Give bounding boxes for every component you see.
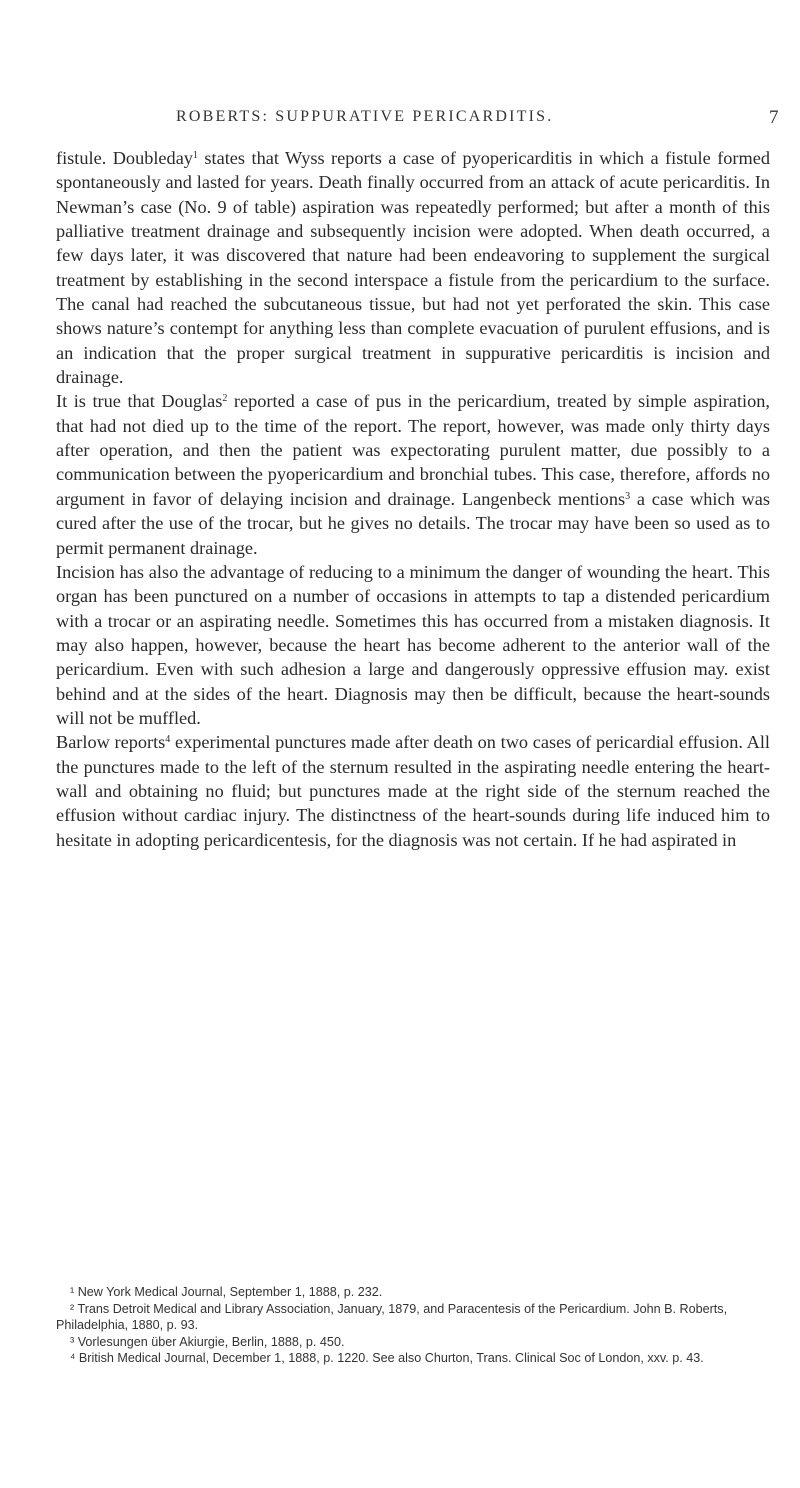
paragraph-barlow: Barlow reports$^4$ experimental punctures made after death on two cases of pericardial effusion. All the punctures made to the left of the sternum resulted in the aspirating needle entering the heart-wall and obtaining no fluid; but punctures made at the right side of the sternum reached the effusion without cardiac injury. The distinctness of the heart-sounds during life induced him to hesitate in adopting pericardicentesis, for the diagnosis was not certain. If he had aspirated in: [56, 732, 771, 850]
paragraph-douglas: It is true that Douglas$^2$ reported a case of pus in the pericardium, treated by simple aspiration, that had not died up to the time of the report. The report, however, was made only thirty days after operation, and then the patient was expectorating purulent matter, due possibly to a communication between the pyopericardium and bronchial tubes. This case, therefore, affords no argument in favor of delaying incision and drainage. Langenbeck mentions$^3$ a case which was cured after the use of the trocar, but he gives no details. The trocar may have been so used as to permit permanent drainage.: [56, 391, 770, 558]
running-title: ROBERTS: SUPPURATIVE PERICARDITIS.: [176, 108, 554, 125]
footnote-2: ² Trans Detroit Medical and Library Association, January, 1879, and Paracentesis of the Pericardium. John B. Roberts, Philadelphia, 1880, p. 93.: [56, 1301, 728, 1333]
paragraph-incision: Incision has also the advantage of reducing to a minimum the danger of wounding the heart. This organ has been punctured on a number of occasions in attempts to tap a distended pericardium with a trocar or an aspirating needle. Sometimes this has occurred from a mistaken diagnosis. It may also happen, however, because the heart has become adherent to the anterior wall of the pericardium. Even with such adhesion a large and dangerously oppressive effusion may. exist behind and at the sides of the heart. Diagnosis may then be difficult, because the heart-sounds will not be muffled.: [56, 561, 770, 728]
footnote-3: ³ Vorlesungen über Akiurgie, Berlin, 1888, p. 450.: [70, 1334, 345, 1349]
footnotes: [56, 1284, 770, 1367]
footnote-ref-3: 3: [625, 490, 631, 502]
footnote-1: ¹ New York Medical Journal, September 1, 1888, p. 232.: [70, 1285, 383, 1299]
footnote-ref-4: 4: [165, 734, 171, 746]
footnote-ref-1: 1: [192, 150, 198, 161]
paragraph-fistule: fistule. Doubleday$^1$ states that Wyss reports a case of pyopericarditis in which a fistule formed spontaneously and lasted for years. Death finally occurred from an attack of acute pericarditis. In Newman’s case (No. 9 of table) aspiration was repeatedly performed; but after a month of this palliative treatment drainage and subsequently incision were adopted. When death occurred, a few days later, it was discovered that nature had been endeavoring to supplement the surgical treatment by establishing in the second interspace a fistule from the pericardium to the surface. The canal had reached the subcutaneous tissue, but had not yet perforated the skin. This case shows nature’s contempt for anything less than complete evacuation of purulent effusions, and is an indication that the proper surgical treatment in suppurative pericarditis is incision and drainage.: [56, 148, 770, 388]
footnote-4: ⁴ British Medical Journal, December 1, 1888, p. 1220. See also Churton, Trans. Clinical Soc of London, xxv. p. 43.: [70, 1351, 704, 1366]
footnote-ref-2: 2: [222, 393, 228, 405]
page-header: [0, 108, 800, 132]
body-text: [56, 146, 770, 852]
page-number: 7: [769, 107, 779, 128]
